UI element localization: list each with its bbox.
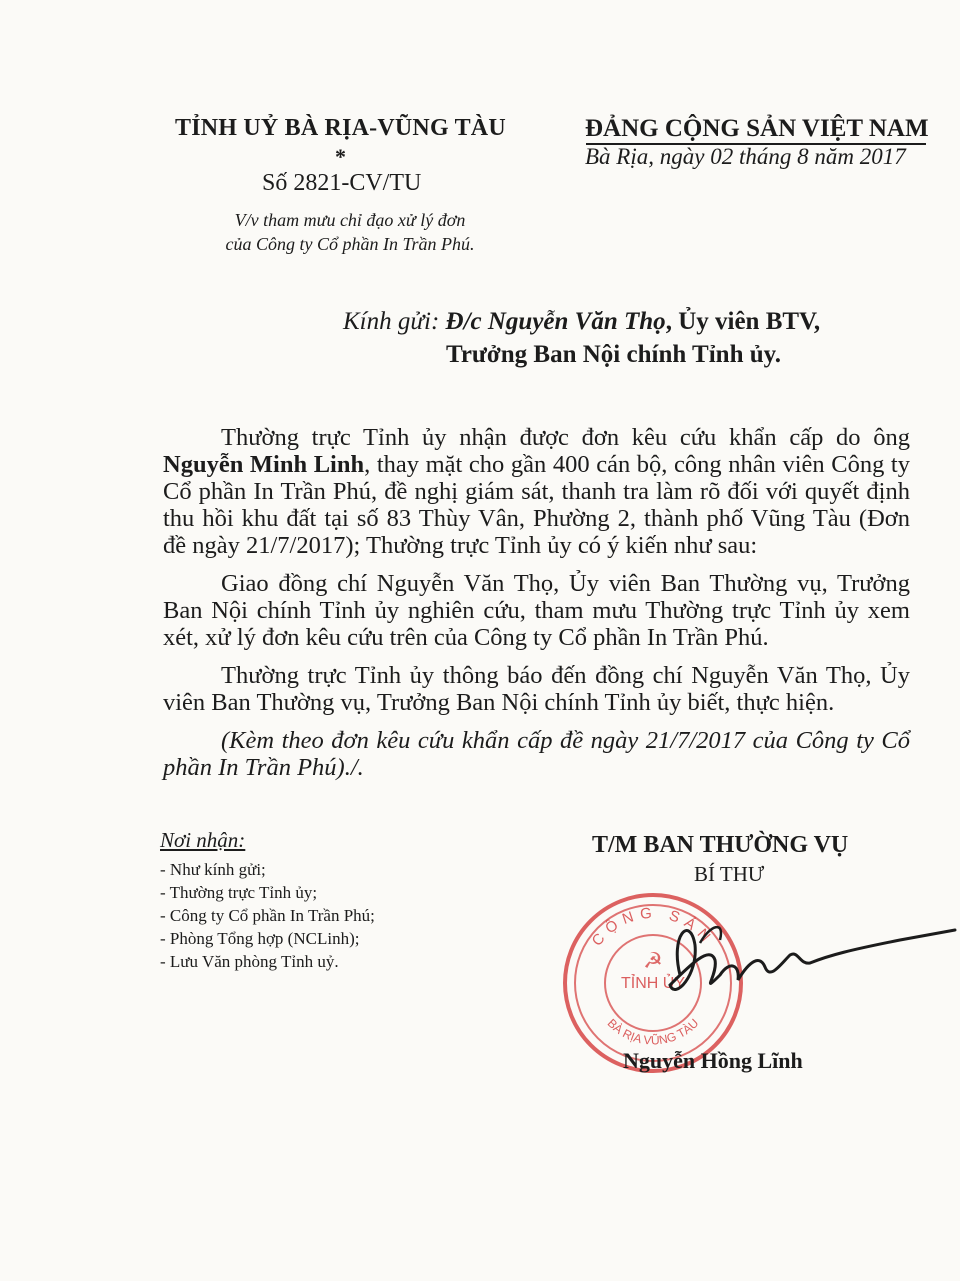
recipient-item: - Lưu Văn phòng Tỉnh uỷ.: [160, 952, 339, 971]
recipient-item: - Thường trực Tỉnh ủy;: [160, 883, 318, 902]
recipient-item: - Như kính gửi;: [160, 860, 266, 879]
stamp-top-text: CỘNG SẢN: [588, 904, 718, 950]
body-paragraph-1: [163, 424, 910, 559]
party-heading: ĐẢNG CỘNG SẢN VIỆT NAM: [585, 115, 929, 142]
handwritten-signature: [600, 905, 960, 1015]
stamp-center-text: TỈNH ỦY: [621, 975, 685, 992]
subject-line-2: của Công ty Cổ phần In Trần Phú.: [225, 234, 475, 254]
document-date: Bà Rịa, ngày 02 tháng 8 năm 2017: [585, 144, 906, 169]
recipients-list: [160, 858, 375, 973]
body-paragraph-4: (Kèm theo đơn kêu cứu khẩn cấp đề ngày 21/7/2017 của Công ty Cổ phần In Trần Phú)./.: [163, 727, 910, 781]
recipient-line-1: [343, 308, 820, 336]
recipient-role-2: Trưởng Ban Nội chính Tỉnh ủy.: [446, 341, 781, 368]
recipient-role-1: , Ủy viên BTV,: [665, 308, 821, 335]
p1-name: Nguyễn Minh Linh: [163, 451, 365, 478]
body-paragraph-3: Thường trực Tỉnh ủy thông báo đến đồng chí Nguyễn Văn Thọ, Ủy viên Ban Thường vụ, Trưởng Ban Nội chính Tỉnh ủy biết, thực hiện.: [163, 662, 910, 716]
document-subject: [200, 208, 500, 256]
recipient-name: Đ/c Nguyễn Văn Thọ: [445, 308, 666, 335]
p1-start: Thường trực Tỉnh ủy nhận được đơn kêu cứu khẩn cấp do ông: [221, 424, 910, 451]
subject-line-1: V/v tham mưu chỉ đạo xử lý đơn: [234, 210, 466, 230]
signature-role: T/M BAN THƯỜNG VỤ: [592, 832, 849, 858]
body-paragraph-2: Giao đồng chí Nguyễn Văn Thọ, Ủy viên Ban Thường vụ, Trưởng Ban Nội chính Tỉnh ủy nghiên cứu, tham mưu Thường trực Tỉnh ủy xem xét, xử lý đơn kêu cứu trên của Công ty Cổ phần In Trần Phú.: [163, 570, 910, 651]
signature-title: BÍ THƯ: [694, 862, 765, 886]
hammer-sickle-icon: ☭: [643, 948, 663, 973]
issuing-organization: TỈNH UỶ BÀ RỊA-VŨNG TÀU: [175, 115, 506, 141]
recipient-item: - Phòng Tổng hợp (NCLinh);: [160, 929, 360, 948]
header-star: *: [335, 144, 346, 169]
document-number: Số 2821-CV/TU: [262, 170, 422, 196]
recipients-title: Nơi nhận:: [160, 828, 246, 852]
recipient-item: - Công ty Cổ phần In Trần Phú;: [160, 906, 375, 925]
signer-name: Nguyễn Hồng Lĩnh: [623, 1048, 803, 1073]
p1-rest: , thay mặt cho gần 400 cán bộ, công nhân viên Công ty Cổ phần In Trần Phú, đề nghị giám sát, thanh tra làm rõ đối với quyết định thu hồi khu đất tại số 83 Thùy Vân, Phường 2, thành phố Vũng Tàu (Đơn đề ngày 21/7/2017); Thường trực Tỉnh ủy có ý kiến như sau:: [163, 451, 910, 559]
stamp-bottom-text: BÀ RỊA VŨNG TÀU: [604, 1016, 702, 1048]
recipient-prefix: Kính gửi:: [343, 308, 440, 335]
letter-body: [163, 424, 910, 792]
